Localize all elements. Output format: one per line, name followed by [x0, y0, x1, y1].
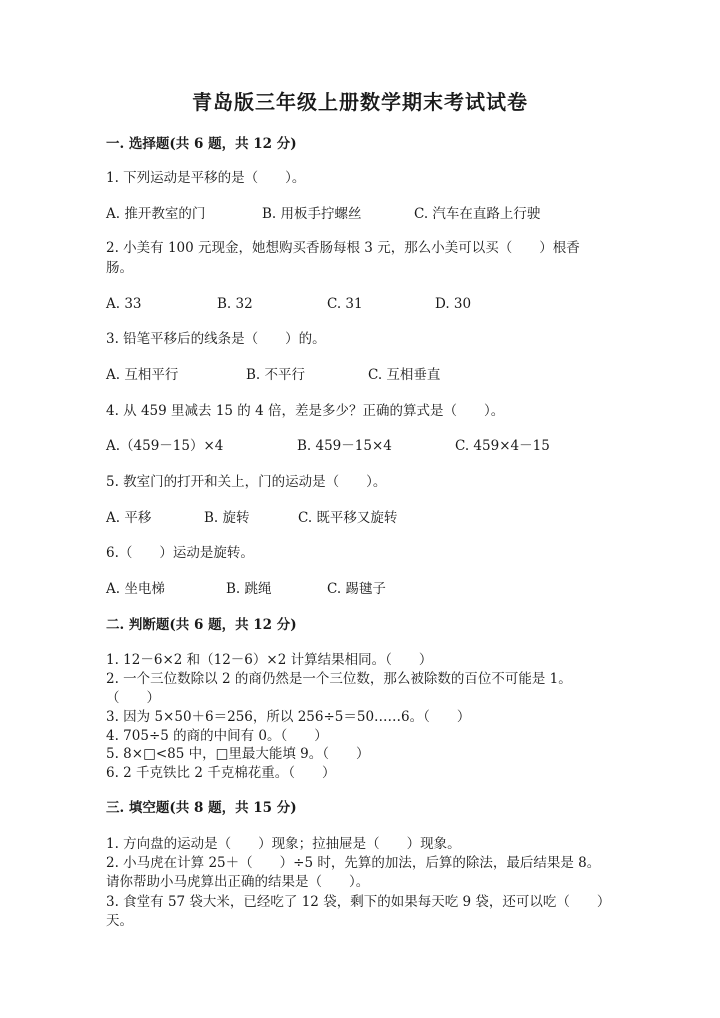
option-a: A. 推开教室的门 — [106, 206, 206, 222]
page-title: 青岛版三年级上册数学期末考试试卷 — [192, 90, 528, 114]
option-b: B. 用板手拧螺丝 — [262, 206, 362, 222]
option-a: A. 互相平行 — [106, 367, 179, 383]
question-stem: 5. 教室门的打开和关上，门的运动是（ ）。 — [106, 474, 387, 490]
option-b: B. 32 — [217, 296, 253, 312]
option-a: A. 33 — [106, 296, 142, 312]
option-b: B. 跳绳 — [226, 581, 272, 597]
fill-item: 2. 小马虎在计算 25＋（ ）÷5 时，先算的加法，后算的除法，最后结果是 8。请你帮助小马虎算出正确的结果是（ ）。 — [106, 855, 601, 890]
judgement-item: 3. 因为 5×50＋6＝256，所以 256÷5＝50……6。（ ） — [106, 709, 471, 725]
option-c: C. 459×4－15 — [455, 438, 550, 454]
question-stem: 2. 小美有 100 元现金，她想购买香肠每根 3 元，那么小美可以买（ ）根香肠。 — [106, 240, 580, 276]
judgement-item: 6. 2 千克铁比 2 千克棉花重。（ ） — [106, 765, 336, 781]
fill-item: 1. 方向盘的运动是（ ）现象；拉抽屉是（ ）现象。 — [106, 836, 461, 852]
judgement-item: 1. 12－6×2 和（12－6）×2 计算结果相同。（ ） — [106, 652, 433, 668]
option-c: C. 31 — [327, 296, 363, 312]
judgement-item: 5. 8×□<85 中，□里最大能填 9。（ ） — [106, 746, 370, 762]
option-c: C. 汽车在直路上行驶 — [414, 206, 541, 222]
question-stem: 4. 从 459 里减去 15 的 4 倍，差是多少？正确的算式是（ ）。 — [106, 403, 505, 419]
fill-item: 3. 食堂有 57 袋大米，已经吃了 12 袋，剩下的如果每天吃 9 袋，还可以吃（ ）天。 — [106, 894, 604, 929]
option-a: A. 坐电梯 — [106, 581, 165, 597]
section-heading-choice: 一. 选择题(共 6 题，共 12 分) — [106, 136, 297, 152]
option-b: B. 459－15×4 — [297, 438, 392, 454]
option-c: C. 互相垂直 — [368, 367, 441, 383]
question-stem: 3. 铅笔平移后的线条是（ ）的。 — [106, 331, 326, 347]
option-d: D. 30 — [435, 296, 472, 312]
section-heading-fill: 三. 填空题(共 8 题，共 15 分) — [106, 800, 297, 816]
option-c: C. 踢毽子 — [327, 581, 386, 597]
option-a: A. 平移 — [106, 510, 152, 526]
judgement-item: 4. 705÷5 的商的中间有 0。（ ） — [106, 728, 328, 744]
question-stem: 1. 下列运动是平移的是（ ）。 — [106, 170, 306, 186]
judgement-item: 2. 一个三位数除以 2 的商仍然是一个三位数，那么被除数的百位不可能是 1。（ ） — [106, 671, 572, 706]
option-b: B. 不平行 — [246, 367, 306, 383]
question-stem: 6.（ ）运动是旋转。 — [106, 545, 254, 561]
section-heading-judgement: 二. 判断题(共 6 题，共 12 分) — [106, 617, 297, 633]
option-b: B. 旋转 — [204, 510, 250, 526]
option-a: A.（459－15）×4 — [106, 438, 224, 454]
option-c: C. 既平移又旋转 — [298, 510, 398, 526]
